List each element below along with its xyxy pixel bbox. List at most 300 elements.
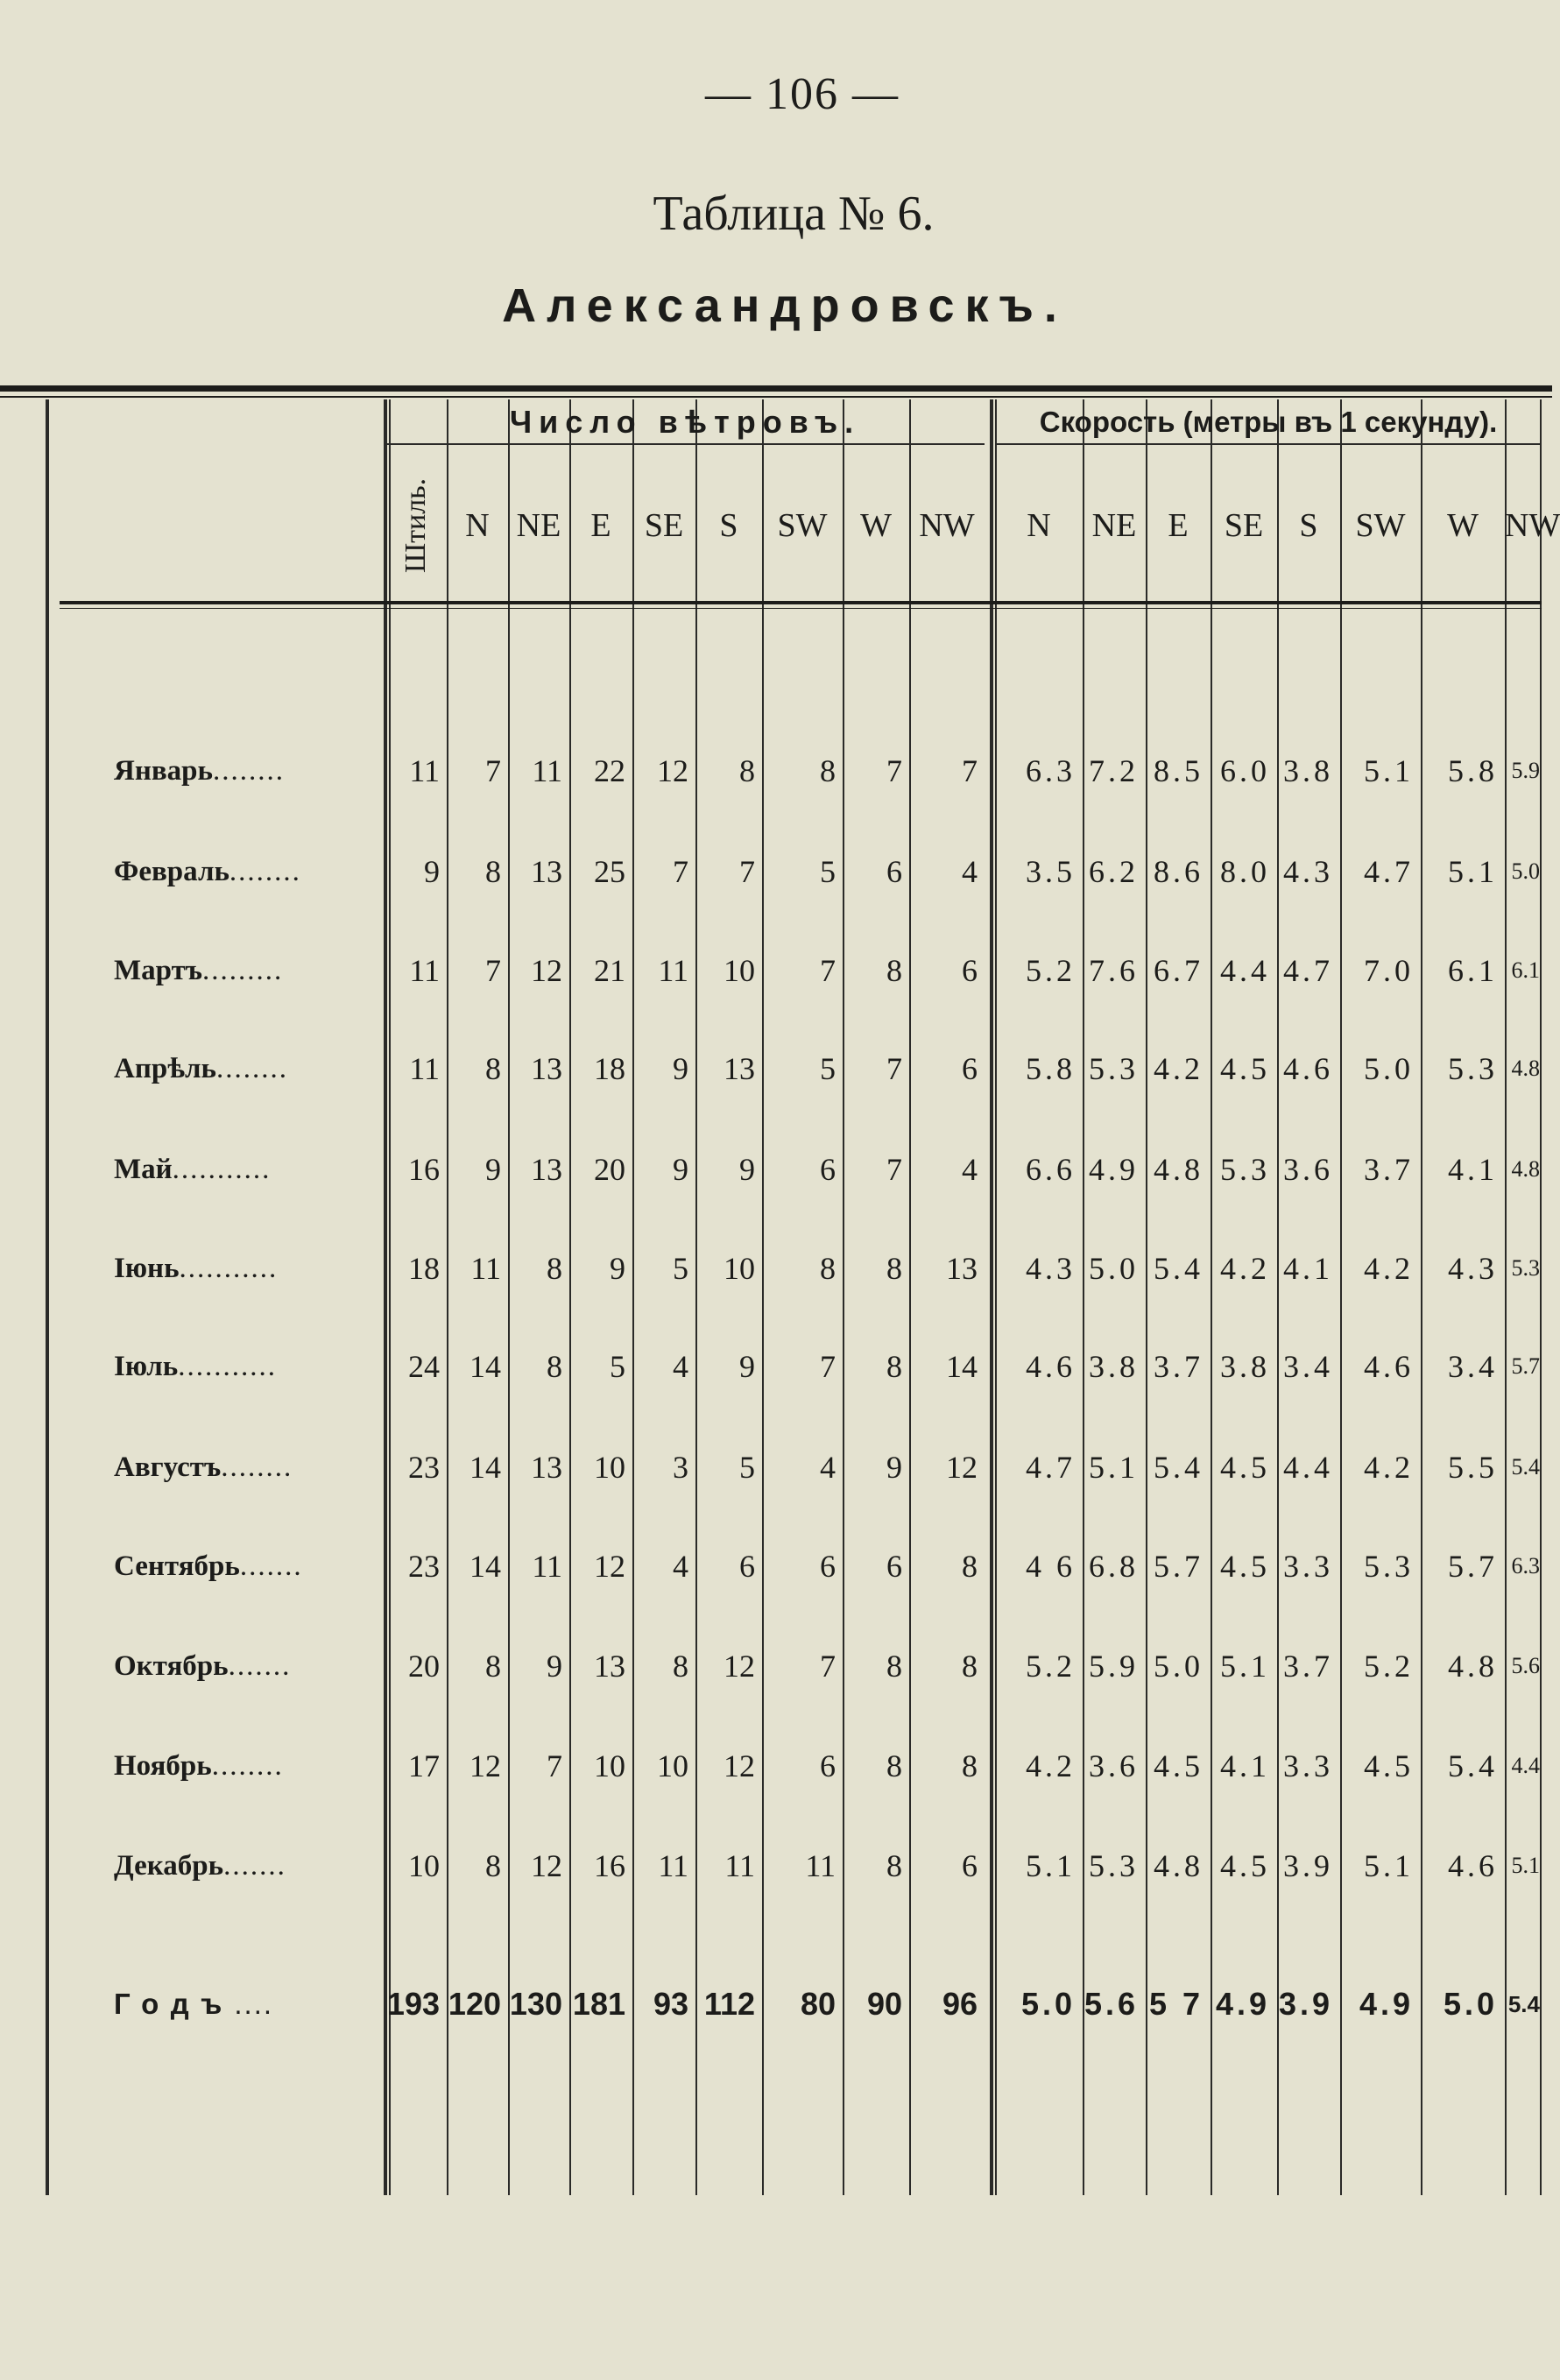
- wind-count-cell: 13: [946, 1251, 978, 1286]
- wind-speed-cell: 4.9: [1215, 1986, 1270, 2022]
- wind-speed-cell: 5.3: [1220, 1152, 1270, 1187]
- wind-count-cell: 8: [886, 1349, 902, 1384]
- wind-speed-cell: 3.3: [1283, 1549, 1333, 1584]
- wind-count-cell: 120: [448, 1986, 501, 2022]
- wind-speed-cell: 7.2: [1089, 753, 1139, 788]
- column-rule: [695, 399, 697, 2195]
- header-rule-thin: [60, 608, 1542, 609]
- col-head-speed-nw: NW: [1505, 507, 1560, 544]
- calm-count-cell: 9: [424, 854, 440, 889]
- month-name: Январь: [114, 755, 213, 787]
- table-row: [0, 1340, 1552, 1393]
- year-total-row: [0, 1978, 1552, 2030]
- wind-count-cell: 8: [547, 1349, 562, 1384]
- leader-dots: .......: [239, 1550, 303, 1582]
- row-label: [114, 1340, 384, 1393]
- wind-count-cell: 6: [820, 1549, 836, 1584]
- wind-speed-cell: 7.0: [1364, 953, 1414, 988]
- wind-speed-cell: 3.8: [1220, 1349, 1270, 1384]
- wind-speed-cell: 5.5: [1448, 1450, 1498, 1485]
- wind-count-cell: 80: [800, 1986, 836, 2022]
- col-head-count-sw: SW: [777, 507, 828, 544]
- calm-count-cell: 11: [409, 1051, 440, 1086]
- wind-speed-cell: 5.4: [1154, 1450, 1204, 1485]
- col-head-calm: [385, 460, 447, 591]
- row-label: [114, 1978, 384, 2030]
- wind-count-cell: 14: [469, 1549, 501, 1584]
- wind-speed-cell: 6.0: [1220, 753, 1270, 788]
- row-label: [114, 944, 384, 997]
- wind-count-cell: 8: [485, 854, 501, 889]
- wind-speed-cell: 5.6: [1511, 1653, 1540, 1678]
- row-label: [114, 845, 384, 898]
- month-name: Февраль: [114, 856, 229, 887]
- wind-count-cell: 4: [962, 1152, 978, 1187]
- wind-count-cell: 9: [739, 1152, 755, 1187]
- wind-count-cell: 5: [820, 1051, 836, 1086]
- wind-speed-cell: 3.8: [1089, 1349, 1139, 1384]
- wind-count-cell: 6: [739, 1549, 755, 1584]
- calm-count-cell: 11: [409, 753, 440, 788]
- row-label: [114, 1042, 384, 1095]
- calm-count-cell: 11: [409, 953, 440, 988]
- wind-speed-cell: 5.1: [1448, 854, 1498, 889]
- wind-speed-cell: 3.6: [1283, 1152, 1333, 1187]
- wind-speed-cell: 3.7: [1283, 1649, 1333, 1684]
- month-name: Апрѣль: [114, 1053, 216, 1084]
- wind-speed-cell: 3.9: [1278, 1986, 1333, 2022]
- wind-speed-cell: 4.6: [1283, 1051, 1333, 1086]
- wind-speed-cell: 5 7: [1148, 1986, 1204, 2022]
- wind-speed-cell: 7.6: [1089, 953, 1139, 988]
- month-name: Августъ: [114, 1451, 222, 1483]
- wind-speed-cell: 4.2: [1364, 1450, 1414, 1485]
- wind-count-cell: 9: [673, 1051, 688, 1086]
- wind-speed-cell: 6.8: [1089, 1549, 1139, 1584]
- wind-count-cell: 12: [946, 1450, 978, 1485]
- table-row: [0, 1840, 1552, 1892]
- wind-speed-cell: 4.5: [1220, 1848, 1270, 1883]
- calm-count-cell: 23: [408, 1450, 440, 1485]
- col-head-count-n: N: [465, 507, 490, 544]
- wind-count-cell: 8: [485, 1649, 501, 1684]
- month-name: Май: [114, 1154, 173, 1185]
- leader-dots: .........: [202, 955, 284, 986]
- wind-speed-cell: 4.9: [1359, 1986, 1414, 2022]
- place-title: Александровскъ.: [502, 279, 1068, 332]
- top-rule: [0, 385, 1552, 392]
- column-rule: [1340, 399, 1342, 2195]
- wind-count-cell: 4: [673, 1549, 688, 1584]
- column-rule: [46, 399, 49, 2195]
- wind-speed-cell: 5.1: [1511, 1853, 1540, 1878]
- wind-count-cell: 12: [531, 1848, 562, 1883]
- wind-speed-cell: 4.7: [1283, 953, 1333, 988]
- wind-speed-cell: 4.3: [1026, 1251, 1076, 1286]
- wind-count-cell: 25: [594, 854, 625, 889]
- wind-count-cell: 112: [703, 1986, 755, 2022]
- leader-dots: ........: [215, 1053, 288, 1084]
- column-rule: [1277, 399, 1279, 2195]
- wind-count-cell: 13: [531, 1450, 562, 1485]
- wind-count-cell: 8: [886, 1748, 902, 1783]
- wind-speed-cell: 5.1: [1220, 1649, 1270, 1684]
- wind-speed-cell: 8.0: [1220, 854, 1270, 889]
- month-name: Сентябрь: [114, 1550, 240, 1582]
- wind-speed-cell: 6.3: [1511, 1553, 1540, 1578]
- wind-count-cell: 13: [531, 854, 562, 889]
- calm-count-cell: 20: [408, 1649, 440, 1684]
- wind-count-cell: 5: [610, 1349, 625, 1384]
- wind-speed-cell: 3.9: [1283, 1848, 1333, 1883]
- row-label: [114, 745, 384, 797]
- col-head-count-nw: NW: [919, 507, 975, 544]
- column-rule: [909, 399, 911, 2195]
- group-rule-speed: [995, 443, 1542, 445]
- wind-count-cell: 6: [820, 1748, 836, 1783]
- leader-dots: ....: [234, 1988, 274, 2020]
- leader-dots: ........: [211, 1750, 284, 1782]
- wind-speed-cell: 4.6: [1448, 1848, 1498, 1883]
- column-rule: [1540, 399, 1542, 2195]
- group-head-speed: Скорость (метры въ 1 секунду).: [1039, 406, 1498, 438]
- wind-speed-cell: 4.4: [1220, 953, 1270, 988]
- wind-speed-cell: 4.1: [1220, 1748, 1270, 1783]
- wind-speed-cell: 5.1: [1364, 753, 1414, 788]
- col-head-speed-s: S: [1299, 507, 1318, 544]
- wind-count-cell: 12: [724, 1748, 755, 1783]
- column-rule: [389, 399, 391, 2195]
- wind-count-cell: 5: [820, 854, 836, 889]
- col-head-speed-n: N: [1027, 507, 1051, 544]
- column-rule: [508, 399, 510, 2195]
- column-rule: [995, 399, 997, 2195]
- wind-count-cell: 13: [531, 1051, 562, 1086]
- wind-speed-cell: 4.2: [1364, 1251, 1414, 1286]
- wind-speed-cell: 5.2: [1026, 1649, 1076, 1684]
- wind-speed-cell: 5.8: [1026, 1051, 1076, 1086]
- column-rule: [1421, 399, 1422, 2195]
- wind-speed-cell: 5.9: [1511, 758, 1540, 783]
- wind-speed-cell: 3.3: [1283, 1748, 1333, 1783]
- wind-speed-cell: 5.0: [1089, 1251, 1139, 1286]
- wind-speed-cell: 6.1: [1511, 957, 1540, 983]
- wind-count-cell: 8: [886, 1649, 902, 1684]
- wind-count-cell: 90: [866, 1986, 902, 2022]
- col-head-count-e: E: [590, 507, 611, 544]
- wind-count-cell: 18: [594, 1051, 625, 1086]
- wind-count-cell: 10: [594, 1748, 625, 1783]
- col-head-calm-label: Штиль.: [399, 477, 433, 574]
- wind-speed-cell: 5.3: [1089, 1848, 1139, 1883]
- column-rule: [384, 399, 387, 2195]
- wind-speed-cell: 5.3: [1364, 1549, 1414, 1584]
- wind-count-cell: 6: [962, 1051, 978, 1086]
- wind-count-cell: 9: [485, 1152, 501, 1187]
- wind-speed-cell: 3.4: [1283, 1349, 1333, 1384]
- wind-speed-cell: 4.6: [1364, 1349, 1414, 1384]
- calm-count-cell: 10: [408, 1848, 440, 1883]
- col-head-speed-sw: SW: [1355, 507, 1406, 544]
- wind-count-cell: 14: [469, 1450, 501, 1485]
- wind-count-cell: 5: [673, 1251, 688, 1286]
- wind-count-cell: 10: [724, 953, 755, 988]
- wind-speed-cell: 5.3: [1448, 1051, 1498, 1086]
- table-row: [0, 1740, 1552, 1792]
- wind-speed-cell: 6.7: [1154, 953, 1204, 988]
- wind-speed-cell: 4.5: [1220, 1051, 1270, 1086]
- table-row: [0, 1143, 1552, 1196]
- calm-count-cell: 18: [408, 1251, 440, 1286]
- table-row: [0, 1242, 1552, 1295]
- wind-count-cell: 7: [547, 1748, 562, 1783]
- wind-count-cell: 13: [531, 1152, 562, 1187]
- wind-speed-cell: 5.4: [1507, 1991, 1540, 2017]
- table-row: [0, 745, 1552, 797]
- col-head-speed-se: SE: [1224, 507, 1264, 544]
- col-head-speed-e: E: [1168, 507, 1189, 544]
- leader-dots: ...........: [172, 1154, 272, 1185]
- wind-speed-cell: 6.1: [1448, 953, 1498, 988]
- wind-count-cell: 8: [485, 1848, 501, 1883]
- wind-speed-cell: 4.1: [1283, 1251, 1333, 1286]
- row-label: [114, 1640, 384, 1692]
- wind-count-cell: 7: [886, 1051, 902, 1086]
- column-rule: [447, 399, 448, 2195]
- wind-count-cell: 12: [594, 1549, 625, 1584]
- calm-count-cell: 23: [408, 1549, 440, 1584]
- month-name: Мартъ: [114, 955, 203, 986]
- row-label: [114, 1441, 384, 1494]
- wind-count-cell: 5: [739, 1450, 755, 1485]
- col-head-count-ne: NE: [516, 507, 561, 544]
- wind-count-cell: 8: [820, 1251, 836, 1286]
- calm-count-cell: 193: [386, 1986, 440, 2022]
- wind-speed-cell: 8.5: [1154, 753, 1204, 788]
- wind-speed-cell: 4.5: [1364, 1748, 1414, 1783]
- leader-dots: ...........: [179, 1253, 279, 1284]
- wind-count-cell: 7: [962, 753, 978, 788]
- wind-count-cell: 7: [820, 1649, 836, 1684]
- wind-count-cell: 9: [547, 1649, 562, 1684]
- wind-count-cell: 14: [469, 1349, 501, 1384]
- wind-speed-cell: 3.4: [1448, 1349, 1498, 1384]
- wind-count-cell: 9: [886, 1450, 902, 1485]
- table-row: [0, 1640, 1552, 1692]
- wind-count-cell: 4: [673, 1349, 688, 1384]
- wind-speed-cell: 3.7: [1364, 1152, 1414, 1187]
- wind-count-cell: 20: [594, 1152, 625, 1187]
- wind-count-cell: 11: [724, 1848, 755, 1883]
- row-label: [114, 1540, 384, 1593]
- wind-speed-cell: 5.1: [1089, 1450, 1139, 1485]
- wind-speed-cell: 5.7: [1511, 1353, 1540, 1379]
- row-label: [114, 1242, 384, 1295]
- wind-speed-cell: 3.5: [1026, 854, 1076, 889]
- wind-count-cell: 8: [886, 1848, 902, 1883]
- wind-speed-cell: 5.4: [1448, 1748, 1498, 1783]
- wind-speed-cell: 4.2: [1220, 1251, 1270, 1286]
- calm-count-cell: 24: [408, 1349, 440, 1384]
- leader-dots: ........: [221, 1451, 293, 1483]
- wind-count-cell: 7: [820, 953, 836, 988]
- wind-count-cell: 9: [739, 1349, 755, 1384]
- wind-speed-cell: 6.6: [1026, 1152, 1076, 1187]
- wind-speed-cell: 4.5: [1154, 1748, 1204, 1783]
- wind-speed-cell: 5.0: [1364, 1051, 1414, 1086]
- month-name: Декабрь: [114, 1850, 224, 1882]
- leader-dots: .......: [228, 1650, 292, 1682]
- wind-speed-cell: 4.5: [1220, 1450, 1270, 1485]
- calm-count-cell: 17: [408, 1748, 440, 1783]
- calm-count-cell: 16: [408, 1152, 440, 1187]
- wind-speed-cell: 4.8: [1511, 1156, 1540, 1182]
- wind-count-cell: 10: [594, 1450, 625, 1485]
- wind-speed-cell: 3.8: [1283, 753, 1333, 788]
- wind-speed-cell: 5.0: [1154, 1649, 1204, 1684]
- wind-count-cell: 22: [594, 753, 625, 788]
- wind-speed-cell: 5.3: [1511, 1255, 1540, 1281]
- col-head-count-w: W: [860, 507, 892, 544]
- wind-count-cell: 11: [658, 1848, 688, 1883]
- wind-count-cell: 6: [962, 1848, 978, 1883]
- column-rule: [1146, 399, 1147, 2195]
- column-rule: [843, 399, 844, 2195]
- wind-speed-cell: 4.8: [1154, 1152, 1204, 1187]
- column-rule: [990, 399, 993, 2195]
- month-name: Годъ: [114, 1988, 235, 2020]
- wind-count-cell: 6: [820, 1152, 836, 1187]
- wind-speed-cell: 5.0: [1020, 1986, 1076, 2022]
- wind-count-cell: 8: [962, 1649, 978, 1684]
- group-head-count: Число вѣтровъ.: [509, 404, 861, 440]
- row-label: [114, 1840, 384, 1892]
- wind-speed-cell: 4 6: [1026, 1549, 1076, 1584]
- row-label: [114, 1740, 384, 1792]
- table-row: [0, 1042, 1552, 1095]
- wind-count-cell: 8: [886, 953, 902, 988]
- wind-count-cell: 10: [724, 1251, 755, 1286]
- wind-speed-cell: 4.4: [1283, 1450, 1333, 1485]
- wind-speed-cell: 5.7: [1448, 1549, 1498, 1584]
- wind-speed-cell: 5.1: [1026, 1848, 1076, 1883]
- wind-count-cell: 130: [509, 1986, 562, 2022]
- wind-count-cell: 4: [820, 1450, 836, 1485]
- wind-speed-cell: 4.2: [1154, 1051, 1204, 1086]
- wind-speed-cell: 5.3: [1089, 1051, 1139, 1086]
- wind-count-cell: 21: [594, 953, 625, 988]
- month-name: Іюль: [114, 1351, 179, 1382]
- column-rule: [1083, 399, 1084, 2195]
- wind-speed-cell: 4.7: [1026, 1450, 1076, 1485]
- col-head-speed-w: W: [1447, 507, 1479, 544]
- wind-speed-cell: 4.4: [1511, 1753, 1540, 1778]
- wind-speed-cell: 6.2: [1089, 854, 1139, 889]
- wind-count-cell: 7: [886, 1152, 902, 1187]
- wind-speed-cell: 5.4: [1511, 1454, 1540, 1480]
- wind-speed-cell: 5.2: [1026, 953, 1076, 988]
- wind-speed-cell: 6.3: [1026, 753, 1076, 788]
- month-name: Ноябрь: [114, 1750, 212, 1782]
- table-row: [0, 944, 1552, 997]
- wind-count-cell: 6: [886, 854, 902, 889]
- wind-count-cell: 9: [673, 1152, 688, 1187]
- wind-count-cell: 3: [673, 1450, 688, 1485]
- wind-speed-cell: 4.8: [1154, 1848, 1204, 1883]
- month-name: Октябрь: [114, 1650, 229, 1682]
- table-row: [0, 1540, 1552, 1593]
- wind-count-cell: 6: [886, 1549, 902, 1584]
- col-head-speed-ne: NE: [1091, 507, 1137, 544]
- leader-dots: ...........: [178, 1351, 277, 1382]
- wind-speed-cell: 5.9: [1089, 1649, 1139, 1684]
- wind-speed-cell: 4.7: [1364, 854, 1414, 889]
- wind-count-cell: 181: [572, 1986, 625, 2022]
- wind-count-cell: 96: [942, 1986, 978, 2022]
- column-rule: [1505, 399, 1507, 2195]
- row-label: [114, 1143, 384, 1196]
- col-head-count-s: S: [719, 507, 738, 544]
- wind-count-cell: 11: [470, 1251, 501, 1286]
- leader-dots: .......: [223, 1850, 286, 1882]
- header-rule: [60, 601, 1542, 604]
- wind-count-cell: 7: [485, 753, 501, 788]
- table-row: [0, 1441, 1552, 1494]
- wind-speed-cell: 5.0: [1511, 858, 1540, 884]
- wind-speed-cell: 3.7: [1154, 1349, 1204, 1384]
- wind-count-cell: 8: [673, 1649, 688, 1684]
- wind-count-cell: 13: [594, 1649, 625, 1684]
- leader-dots: ........: [229, 856, 301, 887]
- wind-count-cell: 7: [886, 753, 902, 788]
- wind-speed-cell: 5.0: [1443, 1986, 1498, 2022]
- wind-count-cell: 8: [886, 1251, 902, 1286]
- column-rule: [569, 399, 571, 2195]
- table-title: Таблица № 6.: [653, 187, 935, 241]
- wind-speed-cell: 5.4: [1154, 1251, 1204, 1286]
- wind-count-cell: 12: [531, 953, 562, 988]
- leader-dots: ........: [212, 755, 285, 787]
- group-rule-count: [385, 443, 985, 445]
- wind-speed-cell: 3.6: [1089, 1748, 1139, 1783]
- wind-count-cell: 7: [739, 854, 755, 889]
- wind-speed-cell: 5.2: [1364, 1649, 1414, 1684]
- wind-count-cell: 12: [657, 753, 688, 788]
- wind-count-cell: 8: [962, 1748, 978, 1783]
- wind-count-cell: 16: [594, 1848, 625, 1883]
- wind-count-cell: 7: [485, 953, 501, 988]
- wind-count-cell: 7: [820, 1349, 836, 1384]
- wind-count-cell: 11: [658, 953, 688, 988]
- col-head-count-se: SE: [644, 507, 684, 544]
- wind-count-cell: 10: [657, 1748, 688, 1783]
- column-rule: [1211, 399, 1212, 2195]
- wind-speed-cell: 4.6: [1026, 1349, 1076, 1384]
- wind-count-cell: 8: [547, 1251, 562, 1286]
- wind-speed-cell: 8.6: [1154, 854, 1204, 889]
- wind-count-cell: 11: [805, 1848, 836, 1883]
- wind-speed-cell: 4.2: [1026, 1748, 1076, 1783]
- wind-count-cell: 8: [739, 753, 755, 788]
- wind-speed-cell: 4.8: [1511, 1056, 1540, 1081]
- wind-speed-cell: 4.3: [1448, 1251, 1498, 1286]
- wind-count-cell: 13: [724, 1051, 755, 1086]
- wind-count-cell: 11: [532, 1549, 562, 1584]
- wind-speed-cell: 4.8: [1448, 1649, 1498, 1684]
- top-rule-thin: [0, 396, 1552, 398]
- wind-speed-cell: 4.3: [1283, 854, 1333, 889]
- wind-count-cell: 11: [532, 753, 562, 788]
